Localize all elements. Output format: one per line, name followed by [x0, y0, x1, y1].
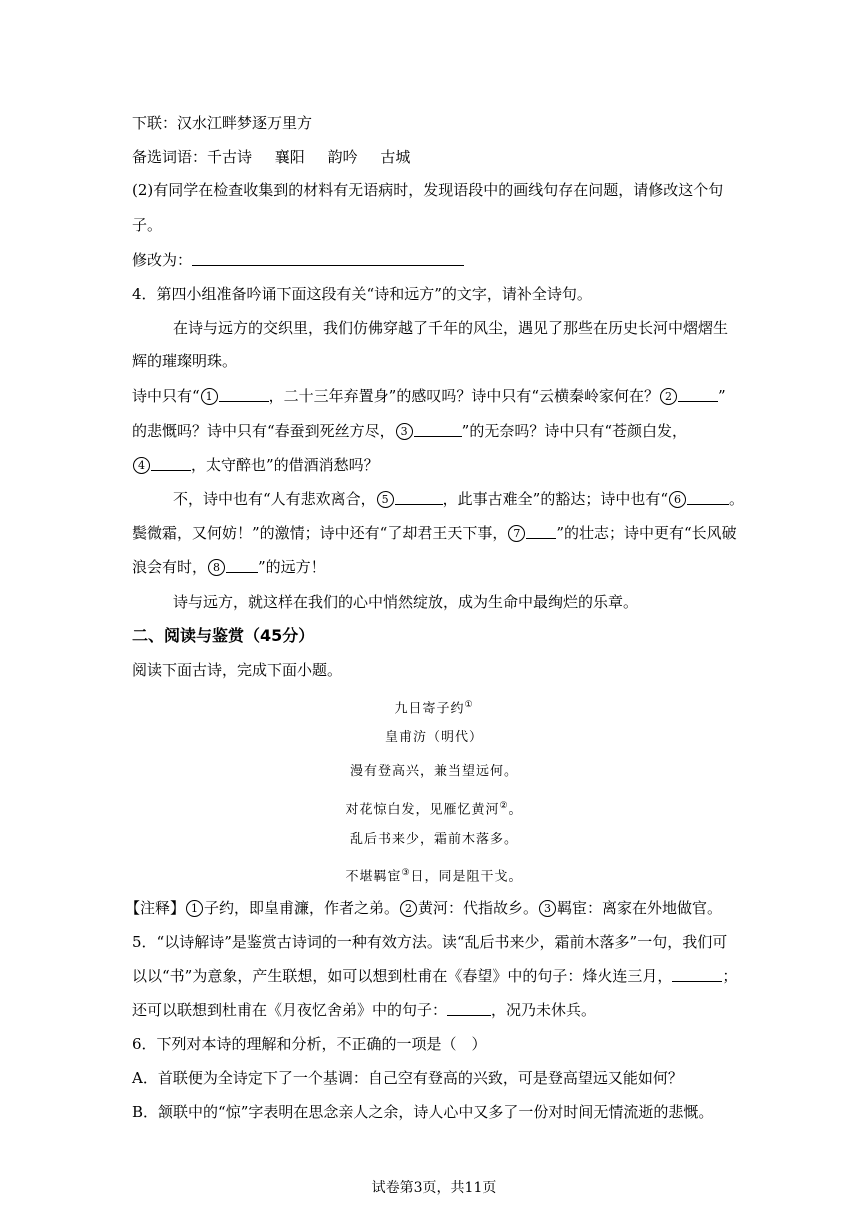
answer-blank[interactable]: [151, 456, 191, 471]
page-footer: 试卷第3页，共11页: [371, 1180, 497, 1196]
text: ”的远方！: [258, 558, 326, 576]
q4-paragraph: 在诗与远方的交织里，我们仿佛穿越了千年的风尘，遇见了那些在历史长河中熠熠生: [173, 319, 729, 337]
answer-blank[interactable]: [678, 387, 718, 402]
text: ，况乃未休兵。: [491, 1001, 597, 1019]
note-text: 子约，即皇甫濂，作者之弟。: [204, 899, 400, 917]
text: ”的无奈吗？诗中只有“苍颜白发，: [461, 422, 688, 440]
poem-author: 皇甫汸（明代）: [384, 730, 483, 745]
number-circle: 5: [377, 491, 394, 508]
footnote-mark: ③: [401, 868, 411, 878]
fix-label: 修改为：: [132, 251, 193, 269]
text: 鬓微霜，又何妨！”的激情；诗中还有“了却君王天下事，: [132, 524, 508, 542]
text: ，此事古难全”的豁达；诗中也有“: [442, 490, 669, 508]
note-text: 羁宦：离家在外地做官。: [557, 899, 723, 917]
text: 以以“书”为意象，产生联想，如可以想到杜甫在《春望》中的句子：烽火连三月，: [132, 967, 673, 985]
poem-title: [0, 695, 868, 719]
number-circle: 2: [660, 388, 677, 405]
answer-blank[interactable]: [672, 967, 722, 982]
poem-line: 乱后书来少，霜前木落多。: [349, 832, 518, 847]
q6-option-a[interactable]: A．首联便为全诗定下了一个基调：自己空有登高的兴致，可是登高望远又能如何？: [132, 1069, 683, 1087]
q6-option-b[interactable]: B．颔联中的“惊”字表明在思念亲人之余，诗人心中又多了一份对时间无情流逝的悲慨。: [132, 1103, 714, 1121]
notes-label: 【注释】: [125, 899, 186, 917]
q3-fix-row: [132, 250, 464, 270]
option-word: 古城: [380, 148, 411, 166]
answer-blank[interactable]: [447, 1001, 491, 1016]
text: 日，同是阻干戈。: [410, 869, 523, 885]
q6-question: 6．下列对本诗的理解和分析，不正确的一项是（ ）: [132, 1035, 487, 1053]
footnote-mark: ①: [464, 700, 474, 710]
number-circle: 7: [508, 525, 525, 542]
section-intro: 阅读下面古诗，完成下面小题。: [132, 661, 343, 679]
q4-line: [132, 386, 726, 406]
q4-line: [132, 455, 379, 475]
note-text: 黄河：代指故乡。: [418, 899, 539, 917]
q3-sub2-text: (2)有同学在检查收集到的材料有无语病时，发现语段中的画线句存在问题，请修改这个句: [132, 181, 724, 199]
section-heading: 二、阅读与鉴赏（45分）: [132, 626, 315, 645]
text: 浪会有时，: [132, 558, 208, 576]
number-circle: 1: [186, 900, 203, 917]
poem-line: [0, 796, 868, 820]
q3-lower-couplet: 下联：汉水江畔梦逐万里方: [132, 114, 313, 132]
q3-options: [132, 147, 410, 167]
text: 不，诗中也有“人有悲欢离合，: [173, 490, 376, 508]
option-word: 韵吟: [327, 148, 358, 166]
answer-blank[interactable]: [226, 558, 258, 573]
option-word: 襄阳: [274, 148, 305, 166]
q4-line: [132, 557, 326, 577]
option-label: 备选词语：千古诗: [132, 148, 253, 166]
text: ；: [722, 967, 738, 985]
q5-text: [132, 966, 737, 986]
number-circle: 4: [133, 457, 150, 474]
text: 还可以联想到杜甫在《月夜忆舍弟》中的句子：: [132, 1001, 448, 1019]
text: ，太守醉也”的借酒消愁吗？: [191, 456, 379, 474]
text: 对花惊白发，见雁忆黄河: [345, 802, 500, 818]
text: 不堪羁宦: [345, 869, 402, 885]
number-circle: 3: [396, 423, 413, 440]
answer-blank[interactable]: [526, 524, 556, 539]
number-circle: 3: [539, 900, 556, 917]
text: ，二十三年弃置身”的感叹吗？诗中只有“云横秦岭家何在？: [268, 387, 660, 405]
text: ”: [718, 387, 726, 405]
q4-paragraph-cont: 辉的璀璨明珠。: [132, 352, 238, 370]
q5-text: 5．“以诗解诗”是鉴赏古诗词的一种有效方法。读“乱后书来少，霜前木落多”一句，我们可: [132, 933, 728, 951]
answer-blank[interactable]: [395, 490, 443, 505]
number-circle: 1: [201, 388, 218, 405]
text: 。: [508, 802, 523, 818]
poem-title-text: 九日寄子约: [394, 701, 465, 717]
answer-blank[interactable]: [219, 387, 269, 402]
q4-prompt: 4．第四小组准备吟诵下面这段有关“诗和远方”的文字，请补全诗句。: [132, 285, 592, 303]
answer-blank[interactable]: [192, 251, 464, 266]
text: ”的壮志；诗中更有“长风破: [556, 524, 737, 542]
answer-blank[interactable]: [414, 422, 462, 437]
poem-notes: [125, 898, 722, 918]
number-circle: 8: [208, 559, 225, 576]
q5-text: [132, 1000, 596, 1020]
q4-line: [132, 421, 687, 441]
text: 。: [729, 490, 745, 508]
footnote-mark: ②: [499, 801, 509, 811]
number-circle: 2: [400, 900, 417, 917]
q4-line: [173, 489, 744, 509]
poem-line: [0, 863, 868, 887]
number-circle: 6: [669, 491, 686, 508]
poem-line: 漫有登高兴，兼当望远何。: [349, 764, 518, 779]
q4-line: [132, 523, 737, 543]
answer-blank[interactable]: [687, 490, 729, 505]
q3-sub2-text-cont: 子。: [132, 216, 163, 234]
text: 的悲慨吗？诗中只有“春蚕到死丝方尽，: [132, 422, 395, 440]
q4-closing: 诗与远方，就这样在我们的心中悄然绽放，成为生命中最绚烂的乐章。: [173, 593, 639, 611]
text: 诗中只有“: [132, 387, 200, 405]
